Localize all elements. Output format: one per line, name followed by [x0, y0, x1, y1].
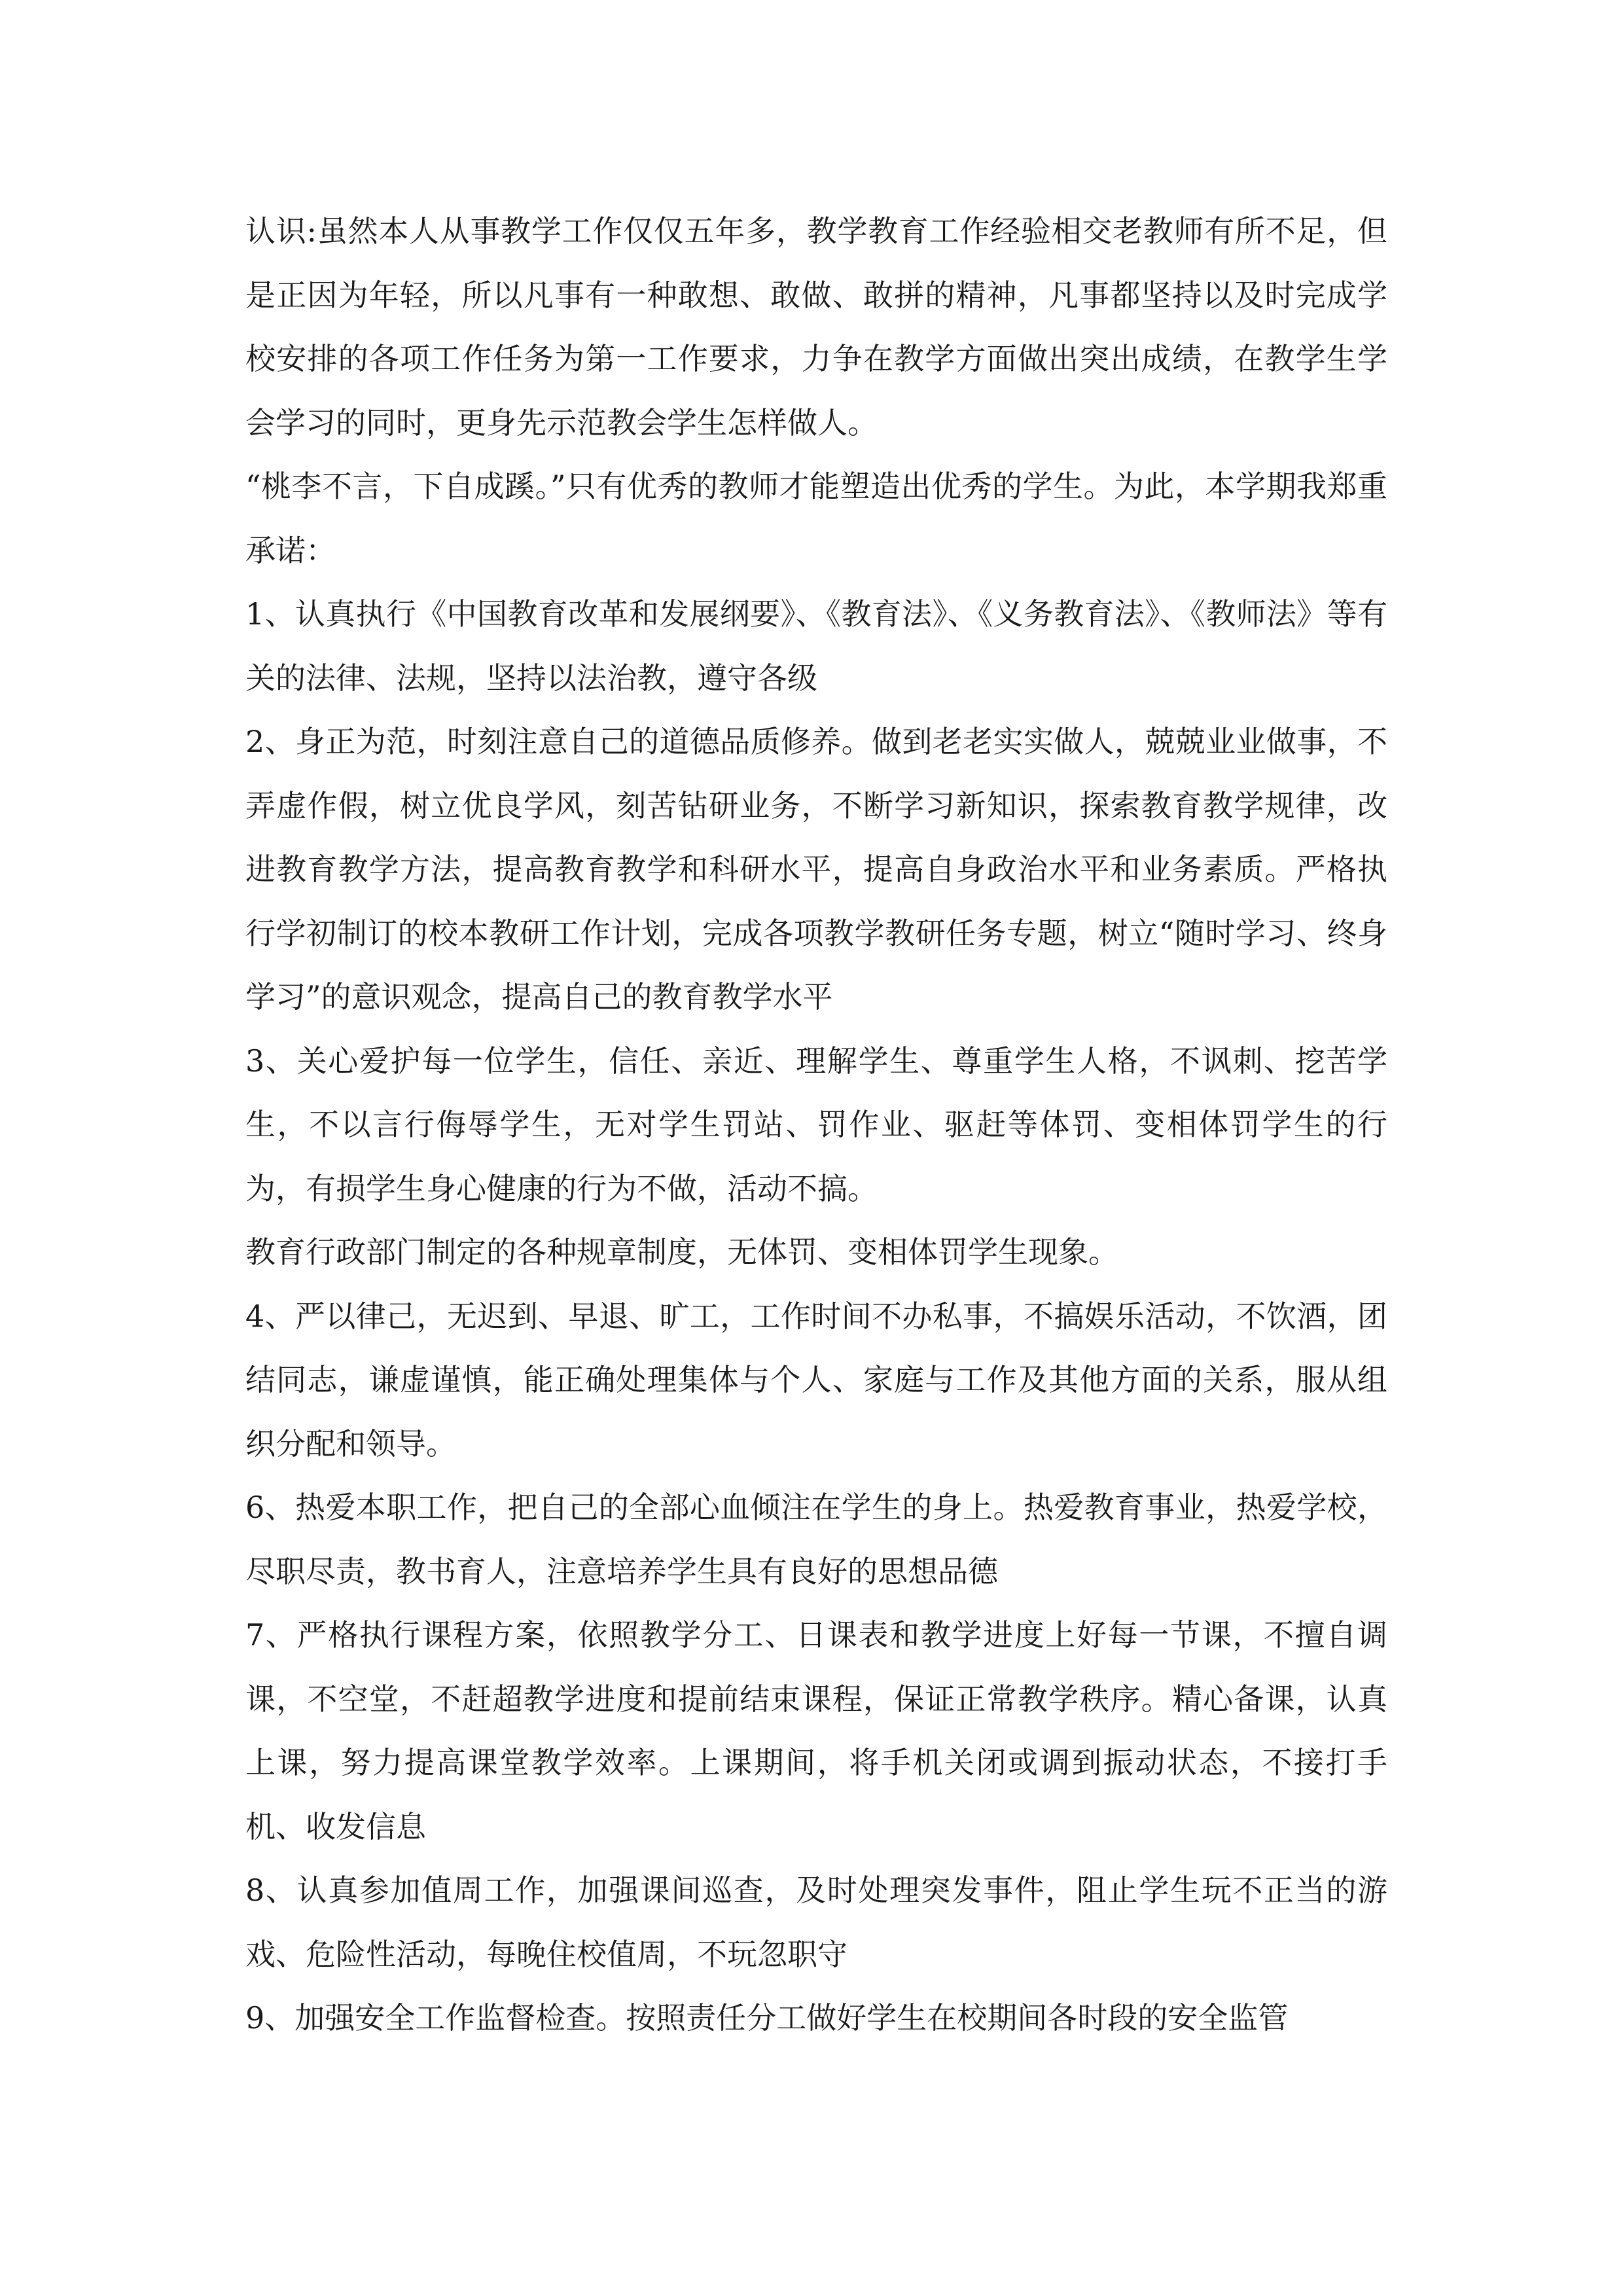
- paragraph-item-1: 1、认真执行《中国教育改革和发展纲要》、《教育法》、《义务教育法》、《教师法》等有关的法律、法规，坚持以法治教，遵守各级: [245, 596, 1387, 696]
- paragraph-item-7: 7、严格执行课程方案，依照教学分工、日课表和教学进度上好每一节课，不擅自调课，不空堂，不赶超教学进度和提前结束课程，保证正常教学秩序。精心备课，认真上课，努力提高课堂教学效率。上课期间，将手机关闭或调到振动状态，不接打手机、收发信息: [245, 1617, 1387, 1844]
- paragraph-intro: 认识:虽然本人从事教学工作仅仅五年多，教学教育工作经验相交老教师有所不足，但是正因为年轻，所以凡事有一种敢想、敢做、敢拼的精神，凡事都坚持以及时完成学校安排的各项工作任务为第一工作要求，力争在教学方面做出突出成绩，在教学生学会学习的同时，更身先示范教会学生怎样做人。: [245, 213, 1387, 440]
- paragraph-item-4: 4、严以律己，无迟到、早退、旷工，工作时间不办私事，不搞娱乐活动，不饮酒，团结同志，谦虚谨慎，能正确处理集体与个人、家庭与工作及其他方面的关系，服从组织分配和领导。: [245, 1298, 1387, 1462]
- paragraph-quote: “桃李不言，下自成蹊。”只有优秀的教师才能塑造出优秀的学生。为此，本学期我郑重承诺：: [245, 469, 1387, 568]
- paragraph-item-6: 6、热爱本职工作，把自己的全部心血倾注在学生的身上。热爱教育事业，热爱学校，尽职尽责，教书育人，注意培养学生具有良好的思想品德: [245, 1490, 1387, 1589]
- paragraph-item-3: 3、关心爱护每一位学生，信任、亲近、理解学生、尊重学生人格，不讽刺、挖苦学生，不以言行侮辱学生，无对学生罚站、罚作业、驱赶等体罚、变相体罚学生的行为，有损学生身心健康的行为不做，活动不搞。: [245, 1043, 1387, 1206]
- document-body: [245, 200, 1387, 2051]
- paragraph-item-9: 9、加强安全工作监督检查。按照责任分工做好学生在校期间各时段的安全监管: [245, 2000, 1289, 2036]
- paragraph-item-2: 2、身正为范，时刻注意自己的道德品质修养。做到老老实实做人，兢兢业业做事，不弄虚作假，树立优良学风，刻苦钻研业务，不断学习新知识，探索教育教学规律，改进教育教学方法，提高教育教学和科研水平，提高自身政治水平和业务素质。严格执行学初制订的校本教研工作计划，完成各项教学教研任务专题，树立“随时学习、终身学习”的意识观念，提高自己的教育教学水平: [245, 724, 1387, 1014]
- paragraph-item-8: 8、认真参加值周工作，加强课间巡查，及时处理突发事件，阻止学生玩不正当的游戏、危险性活动，每晚住校值周，不玩忽职守: [245, 1873, 1387, 1972]
- paragraph-rules: 教育行政部门制定的各种规章制度，无体罚、变相体罚学生现象。: [245, 1234, 1118, 1270]
